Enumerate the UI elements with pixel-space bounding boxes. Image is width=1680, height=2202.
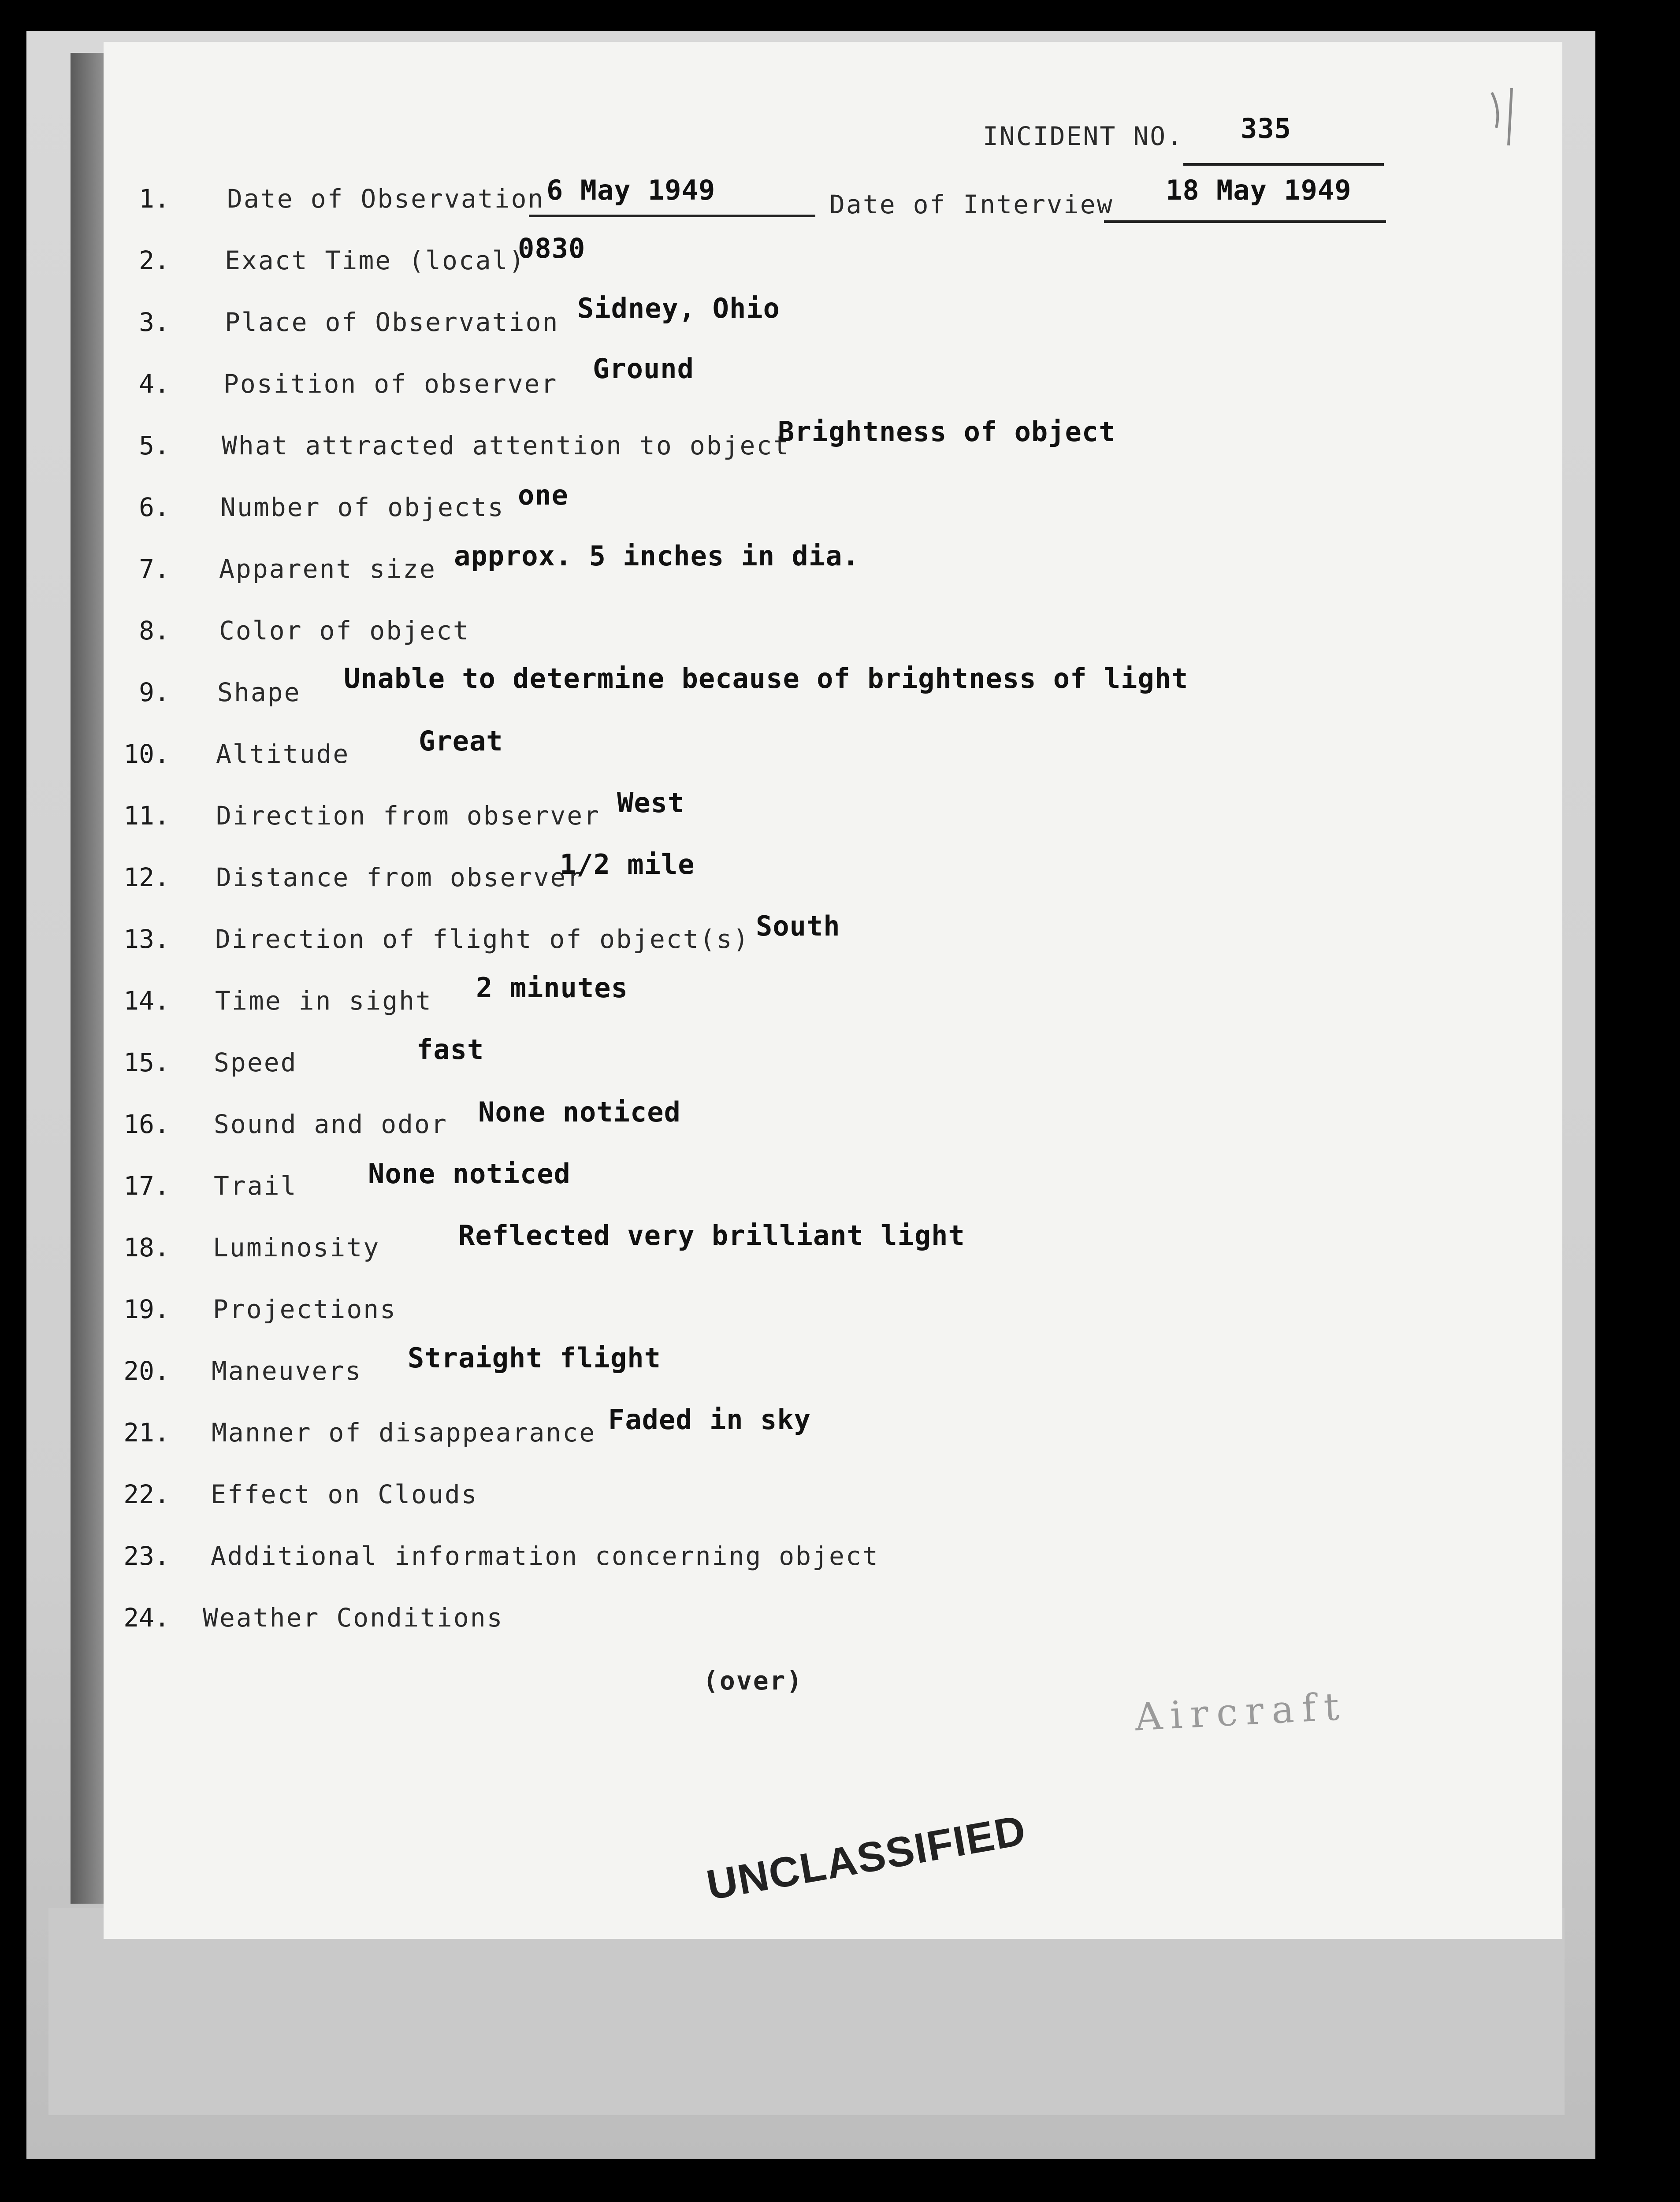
field-label: Position of observer (223, 369, 558, 399)
field-number: 3. (139, 307, 170, 337)
field-value: Great (419, 725, 503, 757)
field-value: Sidney, Ohio (577, 292, 780, 324)
field-value: 2 minutes (476, 972, 628, 1004)
incident-number-rule (1183, 163, 1384, 166)
document-page (104, 42, 1562, 1939)
field-value: Reflected very brilliant light (458, 1219, 965, 1251)
field-label: Number of objects (220, 492, 505, 522)
over-note: (over) (703, 1666, 803, 1696)
field-value: None noticed (368, 1158, 571, 1190)
field-label: Maneuvers (212, 1356, 362, 1386)
field-label: Projections (213, 1294, 397, 1324)
field-number: 15. (123, 1047, 170, 1077)
field-number: 11. (123, 801, 170, 831)
field-number: 20. (123, 1356, 170, 1386)
field-value: 0830 (518, 232, 586, 264)
field-number: 17. (123, 1171, 170, 1201)
observation-date-label: Date of Observation (227, 184, 545, 214)
field-number: 21. (123, 1418, 170, 1448)
field-number: 8. (139, 616, 170, 646)
field-number: 23. (123, 1541, 170, 1571)
unclassified-stamp: UNCLASSIFIED (703, 1806, 1030, 1909)
field-number: 7. (139, 554, 170, 584)
field-label: Distance from observer (216, 862, 584, 892)
field-value: Ground (593, 353, 694, 385)
field-label: Color of object (219, 616, 470, 646)
incident-number: 335 (1241, 112, 1291, 145)
observation-date-rule (529, 215, 815, 217)
field-value: None noticed (478, 1096, 681, 1128)
field-value: West (617, 787, 685, 819)
field-value: Straight flight (408, 1342, 661, 1374)
field-label: Place of Observation (225, 307, 559, 337)
field-label: Additional information concerning object (211, 1541, 879, 1571)
field-number: 1. (139, 184, 170, 214)
field-number: 18. (123, 1233, 170, 1263)
field-number: 19. (123, 1294, 170, 1324)
field-label: Luminosity (213, 1233, 380, 1263)
field-number: 24. (123, 1603, 170, 1633)
field-number: 14. (123, 986, 170, 1016)
field-label: Manner of disappearance (212, 1418, 596, 1448)
field-value: South (756, 910, 840, 942)
corner-pencil-mark (1487, 84, 1523, 150)
field-number: 9. (139, 677, 170, 707)
field-label: Trail (214, 1171, 297, 1201)
interview-date-value: 18 May 1949 (1166, 174, 1352, 206)
field-label: Altitude (216, 739, 350, 769)
background-sheet-edge (48, 1908, 1565, 2115)
field-number: 16. (123, 1109, 170, 1139)
field-label: Sound and odor (214, 1109, 448, 1139)
field-number: 12. (123, 862, 170, 892)
field-number: 2. (139, 245, 170, 275)
field-value: Unable to determine because of brightness of light (344, 662, 1189, 694)
field-number: 13. (123, 924, 170, 954)
observation-date-value: 6 May 1949 (546, 174, 716, 206)
field-value: one (518, 479, 569, 511)
handwritten-note: Aircraft (1134, 1684, 1348, 1740)
field-label: Effect on Clouds (211, 1479, 478, 1509)
field-number: 10. (123, 739, 170, 769)
field-label: Direction of flight of object(s) (215, 924, 750, 954)
field-value: Faded in sky (608, 1404, 811, 1436)
field-value: fast (416, 1033, 484, 1066)
interview-date-label: Date of Interview (829, 189, 1114, 219)
field-label: Shape (217, 677, 301, 707)
field-value: 1/2 mile (560, 848, 695, 880)
interview-date-rule (1104, 220, 1386, 223)
field-value: Brightness of object (778, 416, 1116, 448)
field-label: Weather Conditions (203, 1603, 504, 1633)
field-label: What attracted attention to object (222, 431, 790, 460)
field-value: approx. 5 inches in dia. (454, 540, 859, 572)
field-label: Speed (214, 1047, 297, 1077)
field-label: Direction from observer (216, 801, 601, 831)
incident-label: INCIDENT NO. (983, 121, 1184, 151)
field-number: 22. (123, 1479, 170, 1509)
field-number: 6. (139, 492, 170, 522)
field-label: Exact Time (local) (225, 245, 526, 275)
field-label: Time in sight (215, 986, 432, 1016)
field-number: 4. (139, 369, 170, 399)
field-number: 5. (139, 431, 170, 460)
field-label: Apparent size (219, 554, 436, 584)
